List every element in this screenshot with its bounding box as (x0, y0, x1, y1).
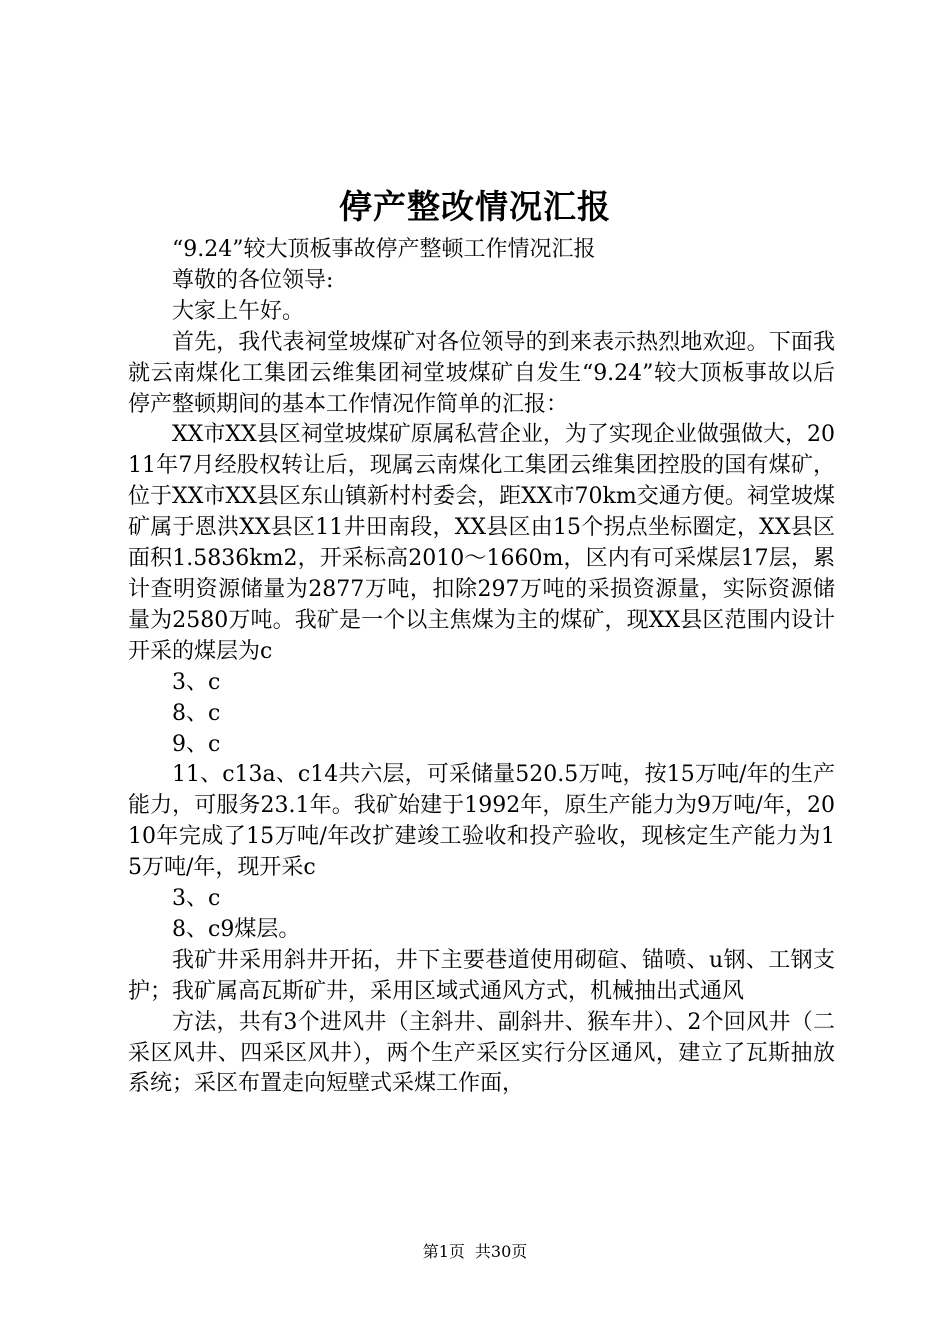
paragraph-intro: 首先，我代表祠堂坡煤矿对各位领导的到来表示热烈地欢迎。下面我就云南煤化工集团云维集团祠堂坡煤矿自发生“9.24”较大顶板事故以后停产整顿期间的基本工作情况作简单的汇报： (128, 329, 835, 417)
page-footer (0, 1240, 950, 1264)
document-body (128, 235, 835, 1100)
paragraph-seam-8-9: 8、c9煤层。 (172, 916, 301, 942)
paragraph-seam-9: 9、c (172, 731, 221, 757)
paragraph-salutation: 尊敬的各位领导: (172, 267, 334, 293)
document-title: 停产整改情况汇报 (339, 187, 611, 226)
paragraph-mine-overview: XX市XX县区祠堂坡煤矿原属私营企业，为了实现企业做强做大，2011年7月经股权转让后，现属云南煤化工集团云维集团控股的国有煤矿，位于XX市XX县区东山镇新村村委会，距XX市70km交通方便。祠堂坡煤矿属于恩洪XX县区11井田南段，XX县区由15个拐点坐标圈定，XX县区面积1.5836km2，开采标高2010～1660m，区内有可采煤层17层，累计查明资源储量为2877万吨，扣除297万吨的采损资源量，实际资源储量为2580万吨。我矿是一个以主焦煤为主的煤矿，现XX县区范围内设计开采的煤层为c (128, 422, 835, 664)
paragraph-subtitle: “9.24”较大顶板事故停产整顿工作情况汇报 (172, 237, 596, 262)
paragraph-seam-3: 3、c (172, 669, 221, 695)
paragraph-greeting: 大家上午好。 (172, 298, 305, 324)
paragraph-seam-8: 8、c (172, 700, 221, 726)
page-total: 共30页 (474, 1242, 528, 1261)
paragraph-capacity: 11、c13a、c14共六层，可采储量520.5万吨，按15万吨/年的生产能力，可服务23.1年。我矿始建于1992年，原生产能力为9万吨/年，2010年完成了15万吨/年改扩建竣工验收和投产验收，现核定生产能力为15万吨/年，现开采c (128, 762, 835, 881)
page-number: 第1页 (422, 1242, 465, 1261)
paragraph-ventilation: 方法，共有3个进风井（主斜井、副斜井、猴车井）、2个回风井（二采区风井、四采区风井），两个生产采区实行分区通风，建立了瓦斯抽放系统；采区布置走向短壁式采煤工作面， (128, 1009, 835, 1097)
paragraph-development: 我矿井采用斜井开拓，井下主要巷道使用砌碹、锚喷、u钢、工钢支护；我矿属高瓦斯矿井，采用区域式通风方式，机械抽出式通风 (128, 947, 835, 1004)
paragraph-seam-3b: 3、c (172, 886, 221, 912)
